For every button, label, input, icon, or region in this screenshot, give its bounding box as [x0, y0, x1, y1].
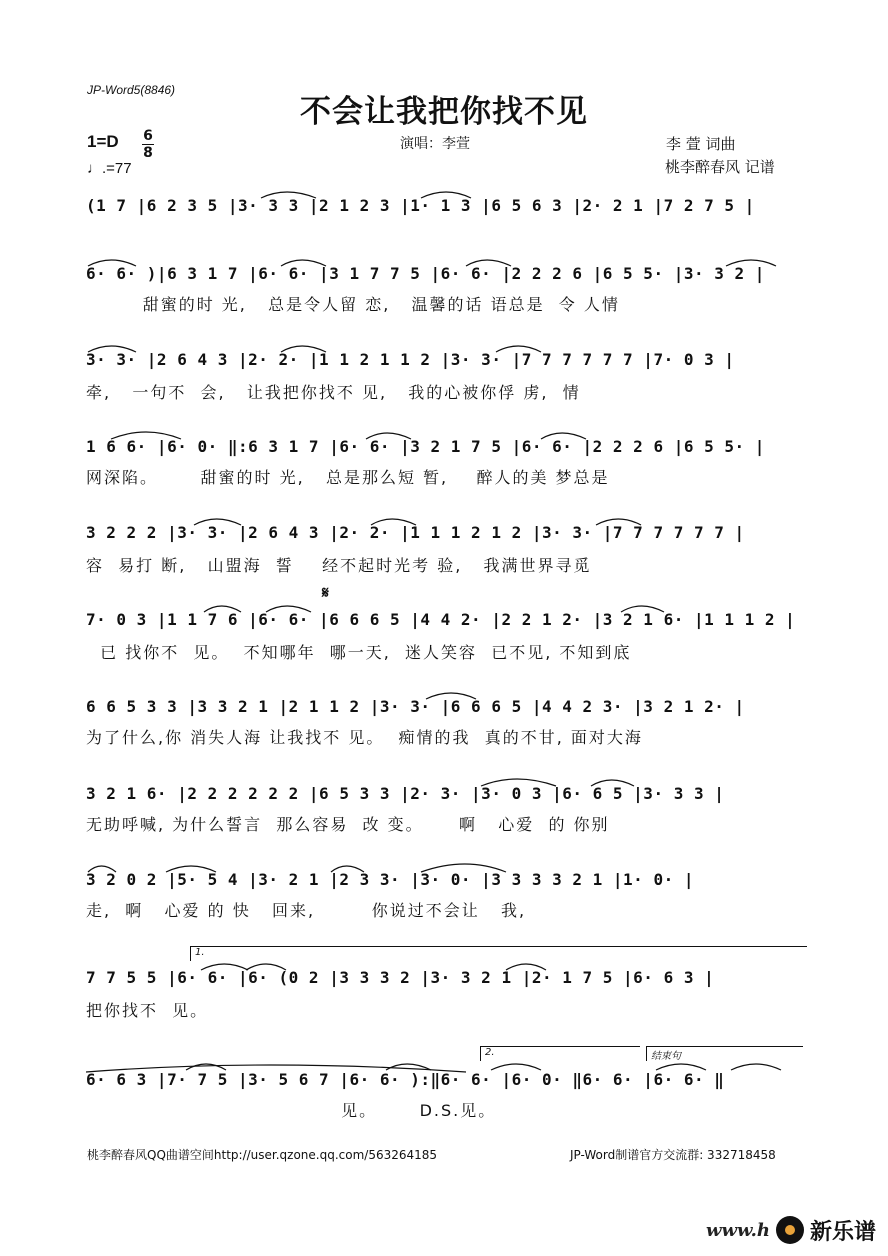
- lyric-line: 容 易打 断, 山盟海 誓 经不起时光考 验, 我满世界寻觅: [86, 556, 592, 575]
- watermark-url: www.h: [705, 1219, 770, 1241]
- lyric-line: 见。 D.S.见。: [86, 1101, 497, 1120]
- lyricist-composer-credit: 李 萱 词曲: [666, 135, 736, 153]
- notation-line: 6· 6· )|6 3 1 7 |6· 6· |3 1 7 7 5 |6· 6· |2 2 2 6 |6 5 5· |3· 3 2 |: [86, 264, 765, 283]
- song-title: 不会让我把你找不见: [300, 94, 588, 130]
- record-logo-icon: [776, 1216, 804, 1244]
- footer-group: JP-Word制谱官方交流群: 332718458: [570, 1148, 776, 1162]
- notation-line: 7· 0 3 |1 1 7 6 |6· 6· |6 6 6 5 |4 4 2· |2 2 1 2· |3 2 1 6· |1 1 1 2 |: [86, 610, 796, 629]
- lyric-line: 无助呼喊, 为什么誓言 那么容易 改 变。 啊 心爱 的 你别: [86, 815, 610, 834]
- notation-line: 6 6 5 3 3 |3 3 2 1 |2 1 1 2 |3· 3· |6 6 6 5 |4 4 2 3· |3 2 1 2· |: [86, 697, 745, 716]
- segno-sign: 𝄋: [322, 583, 329, 602]
- notation-line: 3 2 1 6· |2 2 2 2 2 2 |6 5 3 3 |2· 3· |3· 0 3 |6· 6 5 |3· 3 3 |: [86, 784, 725, 803]
- notation-line: 3· 3· |2 6 4 3 |2· 2· |1 1 2 1 1 2 |3· 3· |7 7 7 7 7 7 |7· 0 3 |: [86, 350, 735, 369]
- lyric-line: 已 找你不 见。 不知哪年 哪一天, 迷人笑容 已不见, 不知到底: [86, 643, 632, 662]
- notation-line: 3 2 2 2 |3· 3· |2 6 4 3 |2· 2· |1 1 1 2 1 2 |3· 3· |7 7 7 7 7 7 |: [86, 523, 745, 542]
- meter-bottom: 8: [143, 145, 153, 161]
- lyric-line: 为了什么,你 消失人海 让我找不 见。 痴情的我 真的不甘, 面对大海: [86, 728, 643, 747]
- meter-top: 6: [143, 128, 153, 144]
- lyric-line: 把你找不 见。: [86, 1001, 209, 1020]
- volta-2-label: 2.: [485, 1047, 495, 1058]
- lyric-line: 走, 啊 心爱 的 快 回来, 你说过不会让 我,: [86, 901, 527, 920]
- notation-line: 7 7 5 5 |6· 6· |6· (0 2 |3 3 3 2 |3· 3 2 1 |2· 1 7 5 |6· 6 3 |: [86, 968, 715, 987]
- notation-line: 1 6 6· |6· 0· ‖:6 3 1 7 |6· 6· |3 2 1 7 5 |6· 6· |2 2 2 6 |6 5 5· |: [86, 437, 765, 456]
- tempo-marking: ♩.=77: [87, 160, 132, 177]
- key-signature: 1=D: [87, 132, 119, 151]
- lyric-line: 牵, 一句不 会, 让我把你找不 见, 我的心被你俘 虏, 情: [86, 383, 581, 402]
- notation-line: 6· 6 3 |7· 7 5 |3· 5 6 7 |6· 6· ):‖6· 6· |6· 0· ‖6· 6· |6· 6· ‖: [86, 1070, 725, 1089]
- notation-line: (1 7 |6 2 3 5 |3· 3 3 |2 1 2 3 |1· 1 3 |6 5 6 3 |2· 2 1 |7 2 7 5 |: [86, 196, 755, 215]
- site-watermark: [706, 1214, 876, 1246]
- watermark-name: 新乐谱: [809, 1219, 876, 1245]
- software-label: JP-Word5(8846): [87, 83, 176, 97]
- footer-source: 桃李醉春风QQ曲谱空间http://user.qzone.qq.com/563264185: [87, 1148, 438, 1162]
- singer-credit: 演唱：李萱: [400, 136, 470, 152]
- ending-label: 结束句: [651, 1051, 681, 1062]
- transcriber-credit: 桃李醉春风 记谱: [665, 158, 775, 176]
- time-signature: [142, 129, 154, 160]
- notation-line: 3 2 0 2 |5· 5 4 |3· 2 1 |2 3 3· |3· 0· |3 3 3 3 2 1 |1· 0· |: [86, 870, 694, 889]
- volta-1-label: 1.: [195, 947, 205, 958]
- lyric-line: 甜蜜的时 光, 总是令人留 恋, 温馨的话 语总是 令 人情: [86, 295, 620, 314]
- lyric-line: 网深陷。 甜蜜的时 光, 总是那么短 暂, 醉人的美 梦总是: [86, 468, 610, 487]
